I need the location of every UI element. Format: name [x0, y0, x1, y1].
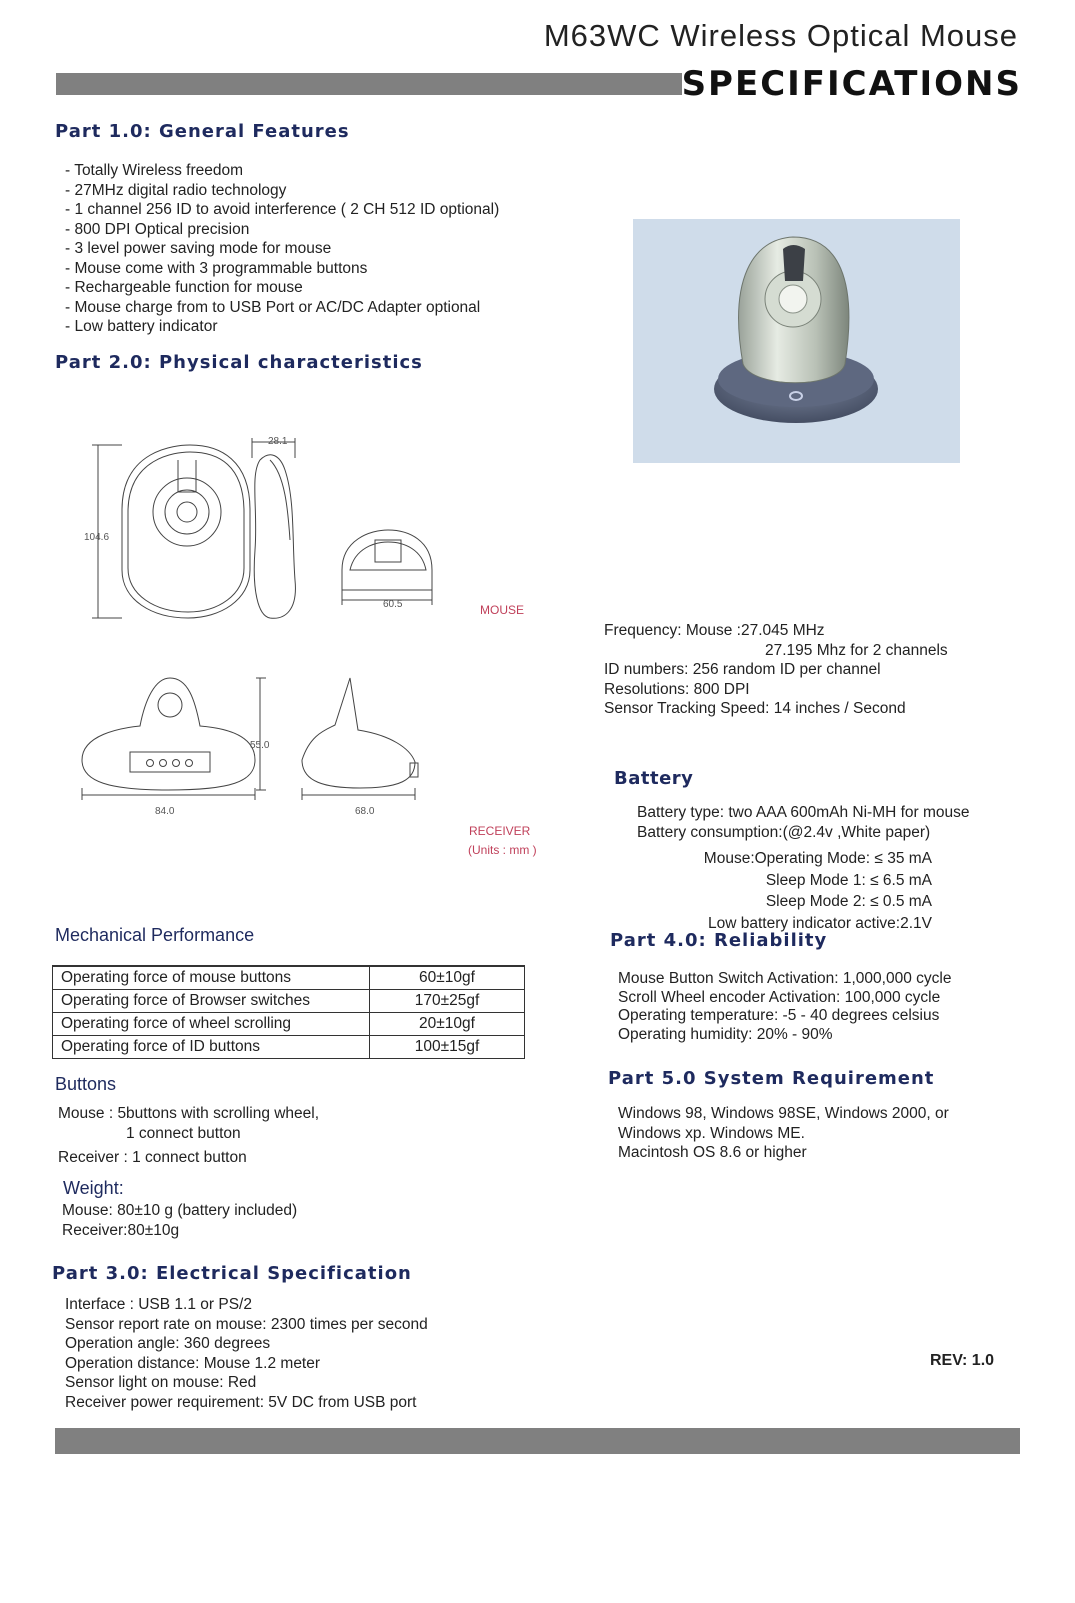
mouse-on-cradle-image [633, 219, 960, 463]
table-cell-value: 170±25gf [370, 990, 525, 1013]
dim-receiver-height: 55.0 [250, 740, 270, 751]
battery-consumption-line: Battery consumption:(@2.4v ,White paper) [637, 823, 931, 841]
reliability-item: Mouse Button Switch Activation: 1,000,000 cycle [618, 970, 952, 987]
feature-item: - 3 level power saving mode for mouse [65, 240, 332, 257]
frequency-line: Frequency: Mouse :27.045 MHz [604, 622, 825, 639]
battery-heading: Battery [614, 768, 694, 789]
label-mouse: MOUSE [480, 603, 525, 617]
part3-heading: Part 3.0: Electrical Specification [52, 1263, 412, 1284]
reliability-lines [618, 970, 951, 1044]
general-features-list [65, 161, 499, 337]
dim-mouse-side-width: 28.1 [268, 436, 288, 447]
weight-mouse-line: Mouse: 80±10 g (battery included) [62, 1202, 298, 1219]
feature-item: - Totally Wireless freedom [65, 162, 244, 179]
table-cell-value: 60±10gf [370, 966, 525, 990]
battery-lines [637, 803, 970, 842]
feature-item: - Mouse charge from to USB Port or AC/DC Adapter optional [65, 298, 481, 316]
feature-item: - Low battery indicator [65, 318, 218, 335]
table-cell-label: Operating force of ID buttons [53, 1036, 370, 1059]
reliability-item: Operating temperature: -5 - 40 degrees celsius [618, 1007, 940, 1024]
part2-heading: Part 2.0: Physical characteristics [55, 352, 423, 373]
weight-receiver-line: Receiver:80±10g [62, 1222, 180, 1239]
requirement-item: Windows xp. Windows ME. [618, 1124, 805, 1142]
revision-label: REV: 1.0 [930, 1352, 995, 1369]
tracking-speed-line: Sensor Tracking Speed: 14 inches / Second [604, 700, 906, 717]
table-cell-label: Operating force of Browser switches [53, 990, 370, 1013]
radio-specs [604, 621, 948, 719]
reliability-item: Scroll Wheel encoder Activation: 100,000 cycle [618, 988, 941, 1006]
operating-mode-line: Mouse:Operating Mode: ≤ 35 mA [703, 850, 932, 867]
table-row [53, 990, 525, 1013]
frequency-line-2: 27.195 Mhz for 2 channels [765, 641, 948, 659]
buttons-mouse-line1: Mouse : 5buttons with scrolling wheel, [58, 1105, 320, 1122]
buttons-mouse-line2: 1 connect button [126, 1125, 241, 1142]
product-title: M63WC Wireless Optical Mouse [543, 18, 1018, 53]
electrical-item: Receiver power requirement: 5V DC from USB port [65, 1393, 417, 1411]
battery-type-line: Battery type: two AAA 600mAh Ni-MH for mouse [637, 804, 970, 821]
product-photo [633, 219, 960, 463]
dim-receiver-front-width: 84.0 [155, 806, 175, 817]
mechanical-table [52, 965, 525, 1059]
sleep-mode1-line: Sleep Mode 1: ≤ 6.5 mA [765, 871, 932, 889]
electrical-item: Sensor light on mouse: Red [65, 1374, 257, 1391]
feature-item: - Rechargeable function for mouse [65, 279, 303, 296]
id-numbers-line: ID numbers: 256 random ID per channel [604, 661, 881, 678]
feature-item: - 1 channel 256 ID to avoid interference ( 2 CH 512 ID optional) [65, 201, 500, 218]
dim-mouse-front-width: 60.5 [383, 599, 403, 610]
low-battery-line: Low battery indicator active:2.1V [707, 914, 932, 932]
dim-mouse-height: 104.6 [84, 532, 110, 543]
table-cell-label: Operating force of wheel scrolling [53, 1013, 370, 1036]
dim-receiver-side-width: 68.0 [355, 806, 375, 817]
table-row [53, 966, 525, 990]
part5-heading: Part 5.0 System Requirement [608, 1068, 935, 1089]
table-row [53, 1036, 525, 1059]
weight-heading: Weight: [63, 1178, 124, 1198]
buttons-receiver-line: Receiver : 1 connect button [58, 1149, 247, 1166]
technical-drawing [70, 430, 550, 870]
table-cell-value: 20±10gf [370, 1013, 525, 1036]
electrical-item: Operation angle: 360 degrees [65, 1335, 271, 1352]
label-receiver: RECEIVER [469, 824, 531, 838]
resolution-line: Resolutions: 800 DPI [604, 680, 750, 698]
electrical-item: Sensor report rate on mouse: 2300 times per second [65, 1315, 428, 1333]
electrical-item: Operation distance: Mouse 1.2 meter [65, 1354, 321, 1372]
system-requirement-lines [618, 1104, 949, 1163]
electrical-item: Interface : USB 1.1 or PS/2 [65, 1296, 252, 1313]
part4-heading: Part 4.0: Reliability [610, 930, 828, 951]
sleep-mode2-line: Sleep Mode 2: ≤ 0.5 mA [765, 893, 932, 910]
table-cell-label: Operating force of mouse buttons [53, 966, 370, 990]
requirement-item: Macintosh OS 8.6 or higher [618, 1144, 807, 1161]
feature-item: - 27MHz digital radio technology [65, 181, 287, 199]
footer-bar [55, 1428, 1020, 1454]
label-units: (Units : mm ) [468, 843, 537, 857]
mechanical-heading: Mechanical Performance [55, 925, 255, 945]
electrical-spec-lines [65, 1295, 428, 1412]
requirement-item: Windows 98, Windows 98SE, Windows 2000, or [618, 1105, 949, 1122]
battery-modes [560, 848, 932, 934]
buttons-heading: Buttons [55, 1074, 117, 1094]
feature-item: - 800 DPI Optical precision [65, 220, 250, 238]
feature-item: - Mouse come with 3 programmable buttons [65, 259, 368, 277]
reliability-item: Operating humidity: 20% - 90% [618, 1025, 833, 1043]
specifications-heading: SPECIFICATIONS [681, 64, 1022, 104]
part1-heading: Part 1.0: General Features [55, 121, 350, 142]
table-cell-value: 100±15gf [370, 1036, 525, 1059]
table-row [53, 1013, 525, 1036]
